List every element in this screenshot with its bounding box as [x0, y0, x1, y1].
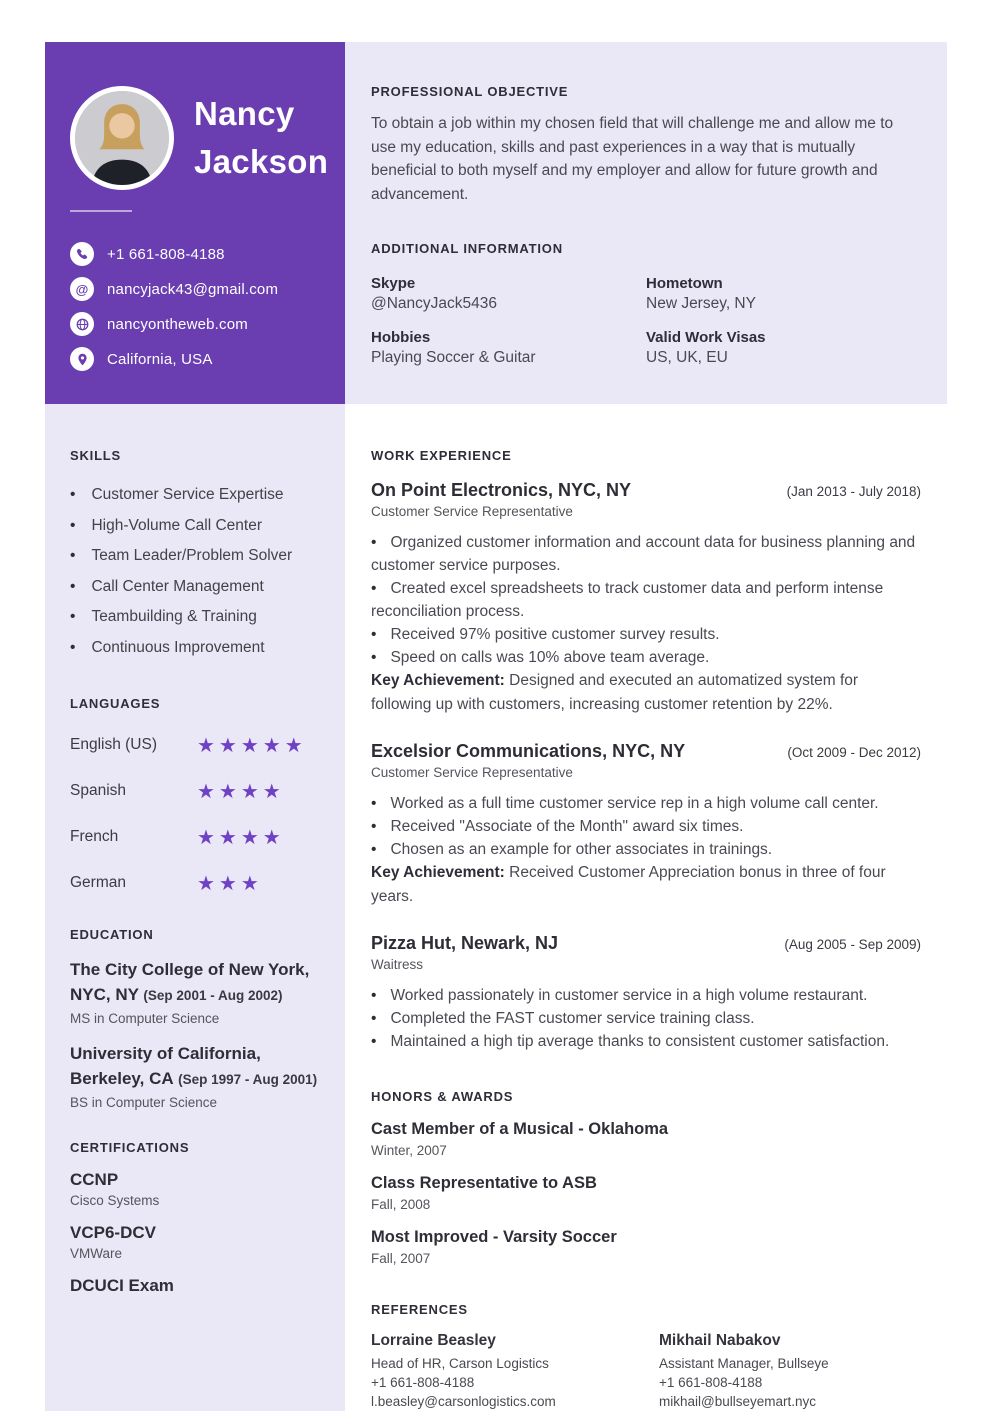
- job-bullets: [371, 984, 921, 1053]
- key-achievement-text: Received Customer Appreciation bonus in three of four years.: [371, 864, 886, 905]
- job-header: [371, 480, 921, 501]
- certification-item: [70, 1170, 325, 1208]
- certifications-section: [70, 1140, 325, 1296]
- certifications-heading: CERTIFICATIONS: [70, 1140, 190, 1155]
- profile-photo: [70, 86, 174, 190]
- key-achievement-label: Key Achievement:: [371, 672, 505, 689]
- education-heading: EDUCATION: [70, 927, 154, 942]
- honor-title: Most Improved - Varsity Soccer: [371, 1228, 617, 1246]
- job-key-achievement: [371, 669, 921, 716]
- honors-heading: HONORS & AWARDS: [371, 1089, 514, 1104]
- education-degree: BS in Computer Science: [70, 1095, 218, 1110]
- job-bullet: • Organized customer information and account data for business planning and customer service purposes.: [371, 531, 921, 577]
- language-row: [70, 871, 325, 895]
- honors-section: [371, 1089, 921, 1266]
- info-value: Playing Soccer & Guitar: [371, 349, 536, 366]
- info-label: Valid Work Visas: [646, 329, 766, 346]
- skill-item: • Call Center Management: [70, 572, 325, 603]
- job-key-achievement: [371, 861, 921, 908]
- certification-item: [70, 1276, 325, 1296]
- job-bullet: • Received 97% positive customer survey results.: [371, 623, 921, 646]
- education-item: [70, 1041, 325, 1110]
- info-value: New Jersey, NY: [646, 295, 756, 312]
- at-icon: @: [70, 277, 94, 301]
- reference-role: Head of HR, Carson Logistics: [371, 1356, 549, 1371]
- language-rating-stars: ★★★★★: [197, 733, 307, 757]
- info-item-skype: [371, 275, 646, 313]
- info-label: Hometown: [646, 275, 723, 292]
- key-achievement-label: Key Achievement:: [371, 864, 505, 881]
- summary-panel: [345, 42, 947, 404]
- job-bullet: • Worked passionately in customer service in a high volume restaurant.: [371, 984, 921, 1007]
- objective-heading: PROFESSIONAL OBJECTIVE: [371, 84, 569, 99]
- language-row: [70, 733, 325, 757]
- job-company: On Point Electronics, NYC, NY: [371, 480, 632, 500]
- skill-item: • Team Leader/Problem Solver: [70, 541, 325, 572]
- honor-item: [371, 1228, 921, 1266]
- info-label: Hobbies: [371, 329, 431, 346]
- job-header: [371, 741, 921, 762]
- reference-email: l.beasley@carsonlogistics.com: [371, 1394, 556, 1409]
- language-rating-stars: ★★★★: [197, 779, 285, 803]
- job-company: Pizza Hut, Newark, NJ: [371, 933, 559, 953]
- additional-info-heading: ADDITIONAL INFORMATION: [371, 241, 563, 256]
- job-entry: [371, 933, 921, 1053]
- job-bullet: • Worked as a full time customer service rep in a high volume call center.: [371, 792, 921, 815]
- language-row: [70, 825, 325, 849]
- reference-role: Assistant Manager, Bullseye: [659, 1356, 829, 1371]
- honor-item: [371, 1174, 921, 1212]
- skills-list: [70, 480, 325, 663]
- contact-location-text: California, USA: [107, 350, 213, 368]
- objective-text: To obtain a job within my chosen field that will challenge me and allow me to use my education, skills and past experiences in a way that is mutually beneficial to both myself and my employer and allow for future growth and advancement.: [371, 115, 894, 203]
- languages-heading: LANGUAGES: [70, 696, 161, 711]
- job-bullet: • Chosen as an example for other associates in trainings.: [371, 838, 921, 861]
- job-bullets: [371, 531, 921, 716]
- skill-item: • High-Volume Call Center: [70, 511, 325, 542]
- sidebar-body: [45, 404, 345, 1411]
- job-bullet: • Created excel spreadsheets to track customer data and perform intense reconciliation process.: [371, 577, 921, 623]
- education-degree: MS in Computer Science: [70, 1011, 220, 1026]
- language-name: English (US): [70, 736, 157, 753]
- job-role: Customer Service Representative: [371, 504, 573, 519]
- honor-date: Fall, 2008: [371, 1197, 431, 1212]
- education-date: (Sep 2001 - Aug 2002): [143, 988, 283, 1003]
- skill-item: • Teambuilding & Training: [70, 602, 325, 633]
- candidate-first-name: Nancy: [194, 95, 295, 132]
- language-row: [70, 779, 325, 803]
- contact-website-text: nancyontheweb.com: [107, 315, 248, 333]
- sidebar-header: [45, 42, 345, 404]
- globe-icon: [70, 312, 94, 336]
- languages-section: [70, 696, 325, 895]
- reference-email: mikhail@bullseyemart.nyc: [659, 1394, 817, 1409]
- info-item-hobbies: [371, 329, 646, 367]
- candidate-last-name: Jackson: [194, 143, 329, 180]
- job-role: Waitress: [371, 957, 424, 972]
- phone-icon: [70, 242, 94, 266]
- reference-item: [371, 1332, 659, 1411]
- job-date: (Aug 2005 - Sep 2009): [784, 937, 921, 952]
- info-label: Skype: [371, 275, 416, 292]
- info-item-visas: [646, 329, 921, 367]
- language-name: German: [70, 874, 126, 891]
- reference-phone: +1 661-808-4188: [371, 1375, 475, 1390]
- info-value: US, UK, EU: [646, 349, 728, 366]
- info-item-hometown: [646, 275, 921, 313]
- job-bullets: [371, 792, 921, 908]
- education-item: [70, 957, 325, 1026]
- job-header: [371, 933, 921, 954]
- certification-title: DCUCI Exam: [70, 1276, 174, 1295]
- header-divider: [70, 210, 132, 212]
- education-school-line: [70, 1041, 325, 1091]
- language-name: French: [70, 828, 119, 845]
- contact-email: [70, 277, 320, 301]
- location-pin-icon: [70, 347, 94, 371]
- resume-layout: [45, 42, 947, 1409]
- info-value: @NancyJack5436: [371, 295, 498, 312]
- job-bullet: • Completed the FAST customer service training class.: [371, 1007, 921, 1030]
- education-school-line: [70, 957, 325, 1007]
- job-date: (Jan 2013 - July 2018): [786, 484, 921, 499]
- reference-item: [659, 1332, 921, 1411]
- certification-org: Cisco Systems: [70, 1193, 160, 1208]
- job-bullet: • Speed on calls was 10% above team average.: [371, 646, 921, 669]
- main-body: [345, 404, 947, 1411]
- job-bullet: • Maintained a high tip average thanks to consistent customer satisfaction.: [371, 1030, 921, 1053]
- reference-phone: +1 661-808-4188: [659, 1375, 763, 1390]
- key-achievement-text: Designed and executed an automatized system for following up with customers, increasing customer retention by 22%.: [371, 672, 859, 713]
- job-role: Customer Service Representative: [371, 765, 573, 780]
- contact-phone-text: +1 661-808-4188: [107, 245, 225, 263]
- certification-item: [70, 1223, 325, 1261]
- skill-item: • Customer Service Expertise: [70, 480, 325, 511]
- honor-item: [371, 1120, 921, 1158]
- education-date: (Sep 1997 - Aug 2001): [178, 1072, 318, 1087]
- education-school: University of California, Berkeley, CA: [70, 1044, 261, 1088]
- job-entry: [371, 480, 921, 716]
- profile-photo-placeholder: [75, 91, 169, 185]
- candidate-name: [194, 90, 328, 186]
- education-school: The City College of New York, NYC, NY: [70, 960, 310, 1004]
- additional-info-section: [371, 241, 921, 367]
- job-company: Excelsior Communications, NYC, NY: [371, 741, 686, 761]
- job-date: (Oct 2009 - Dec 2012): [787, 745, 921, 760]
- contact-phone: [70, 242, 320, 266]
- references-section: [371, 1302, 921, 1411]
- job-bullet: • Received "Associate of the Month" award six times.: [371, 815, 921, 838]
- reference-name: Mikhail Nabakov: [659, 1332, 781, 1349]
- contact-website: [70, 312, 320, 336]
- references-heading: REFERENCES: [371, 1302, 468, 1317]
- contact-location: [70, 347, 320, 371]
- honor-title: Class Representative to ASB: [371, 1174, 597, 1192]
- certification-title: CCNP: [70, 1170, 119, 1189]
- honor-title: Cast Member of a Musical - Oklahoma: [371, 1120, 669, 1138]
- certification-title: VCP6-DCV: [70, 1223, 156, 1242]
- education-section: [70, 927, 325, 1110]
- certification-org: VMWare: [70, 1246, 123, 1261]
- language-name: Spanish: [70, 782, 127, 799]
- references-grid: [371, 1332, 921, 1411]
- reference-name: Lorraine Beasley: [371, 1332, 496, 1349]
- additional-info-grid: [371, 275, 921, 367]
- skill-item: • Continuous Improvement: [70, 633, 325, 664]
- language-rating-stars: ★★★★: [197, 825, 285, 849]
- profile-row: [70, 86, 329, 190]
- job-entry: [371, 741, 921, 908]
- contact-email-text: nancyjack43@gmail.com: [107, 280, 279, 298]
- language-rating-stars: ★★★: [197, 871, 263, 895]
- honor-date: Winter, 2007: [371, 1143, 447, 1158]
- work-experience-heading: WORK EXPERIENCE: [371, 448, 512, 463]
- skills-heading: SKILLS: [70, 448, 122, 463]
- honor-date: Fall, 2007: [371, 1251, 431, 1266]
